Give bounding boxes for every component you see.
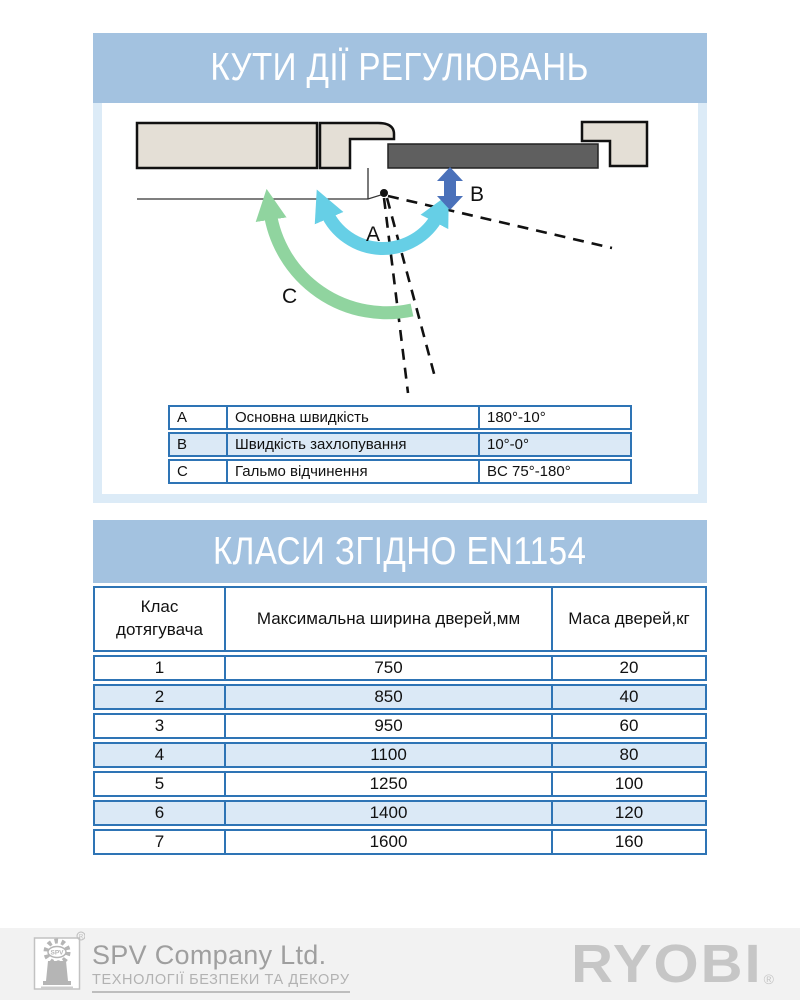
angles-section-title: КУТИ ДІЇ РЕГУЛЮВАНЬ (210, 46, 590, 89)
svg-text:R: R (78, 934, 84, 941)
class-cell: 2 (95, 686, 226, 708)
classes-section-header (93, 520, 707, 583)
diagram-label-a: A (366, 223, 381, 246)
table-row (168, 405, 632, 430)
arrow-b-latching-speed (437, 167, 463, 210)
class-cell: 7 (95, 831, 226, 853)
angles-diagram-area (93, 103, 707, 503)
column-header: Клас дотягувача (95, 588, 226, 650)
open-door-reference-line (137, 194, 384, 199)
angle-name: Швидкість захлопування (228, 434, 480, 455)
mass-cell: 40 (619, 687, 639, 706)
mass-cell: 80 (619, 745, 639, 764)
column-header: Максимальна ширина дверей,мм (226, 588, 553, 650)
spv-logo (33, 931, 350, 993)
door-jamb-left (320, 123, 394, 168)
class-cell: 5 (95, 773, 226, 795)
class-cell: 1 (95, 657, 226, 679)
table-row (93, 684, 707, 710)
spv-text-block (92, 931, 350, 993)
column-header: Маса дверей,кг (568, 609, 690, 628)
mass-cell: 100 (614, 774, 644, 793)
spv-company-name: SPV Company Ltd. (92, 940, 327, 970)
footer-strip (0, 928, 800, 1000)
table-row (168, 432, 632, 457)
angle-value: 180°-10° (487, 409, 546, 426)
angles-section-header (93, 33, 707, 103)
width-cell: 850 (226, 686, 553, 708)
classes-table (93, 586, 707, 855)
class-cell: 3 (95, 715, 226, 737)
table-row (168, 459, 632, 484)
width-cell: 1400 (226, 802, 553, 824)
mass-cell: 120 (614, 803, 644, 822)
classes-section-title: КЛАСИ ЗГІДНО EN1154 (213, 529, 587, 573)
table-row (93, 713, 707, 739)
angle-key: B (170, 434, 228, 455)
spv-emblem-icon (33, 931, 85, 993)
arc-a-main-speed-arrow (326, 211, 438, 248)
diagram-label-c: C (282, 285, 298, 308)
width-cell: 950 (226, 715, 553, 737)
angle-value: 10°-0° (487, 436, 530, 453)
angles-table (168, 405, 632, 486)
classes-section (93, 520, 707, 858)
table-row (93, 800, 707, 826)
angle-name: Основна швидкість (228, 407, 480, 428)
angle-key: C (170, 461, 228, 482)
class-cell: 6 (95, 802, 226, 824)
table-header-row (93, 586, 707, 652)
table-row (93, 742, 707, 768)
hinge-pivot-point (380, 189, 388, 197)
table-row (93, 771, 707, 797)
ryobi-logo (571, 928, 774, 995)
door-leaf (388, 144, 598, 168)
ryobi-wordmark: RYOBI (571, 934, 763, 995)
dashed-door-position-75deg (384, 198, 408, 393)
angle-name: Гальмо відчинення (228, 461, 480, 482)
diagram-label-b: B (470, 183, 485, 206)
angle-value: BC 75°-180° (487, 463, 571, 480)
angles-section (93, 33, 707, 503)
registered-trademark-icon: ® (763, 971, 774, 987)
spv-emblem-text: SPV (50, 949, 64, 957)
table-row (93, 829, 707, 855)
width-cell: 1600 (226, 831, 553, 853)
width-cell: 750 (226, 657, 553, 679)
door-closer-angles-diagram (102, 103, 698, 409)
class-cell: 4 (95, 744, 226, 766)
mass-cell: 60 (619, 716, 639, 735)
mass-cell: 20 (619, 658, 639, 677)
wall-section-left (137, 123, 317, 168)
width-cell: 1100 (226, 744, 553, 766)
table-row (93, 655, 707, 681)
width-cell: 1250 (226, 773, 553, 795)
mass-cell: 160 (614, 832, 644, 851)
angle-key: A (170, 407, 228, 428)
spv-tagline: ТЕХНОЛОГІЇ БЕЗПЕКИ ТА ДЕКОРУ (92, 972, 350, 993)
